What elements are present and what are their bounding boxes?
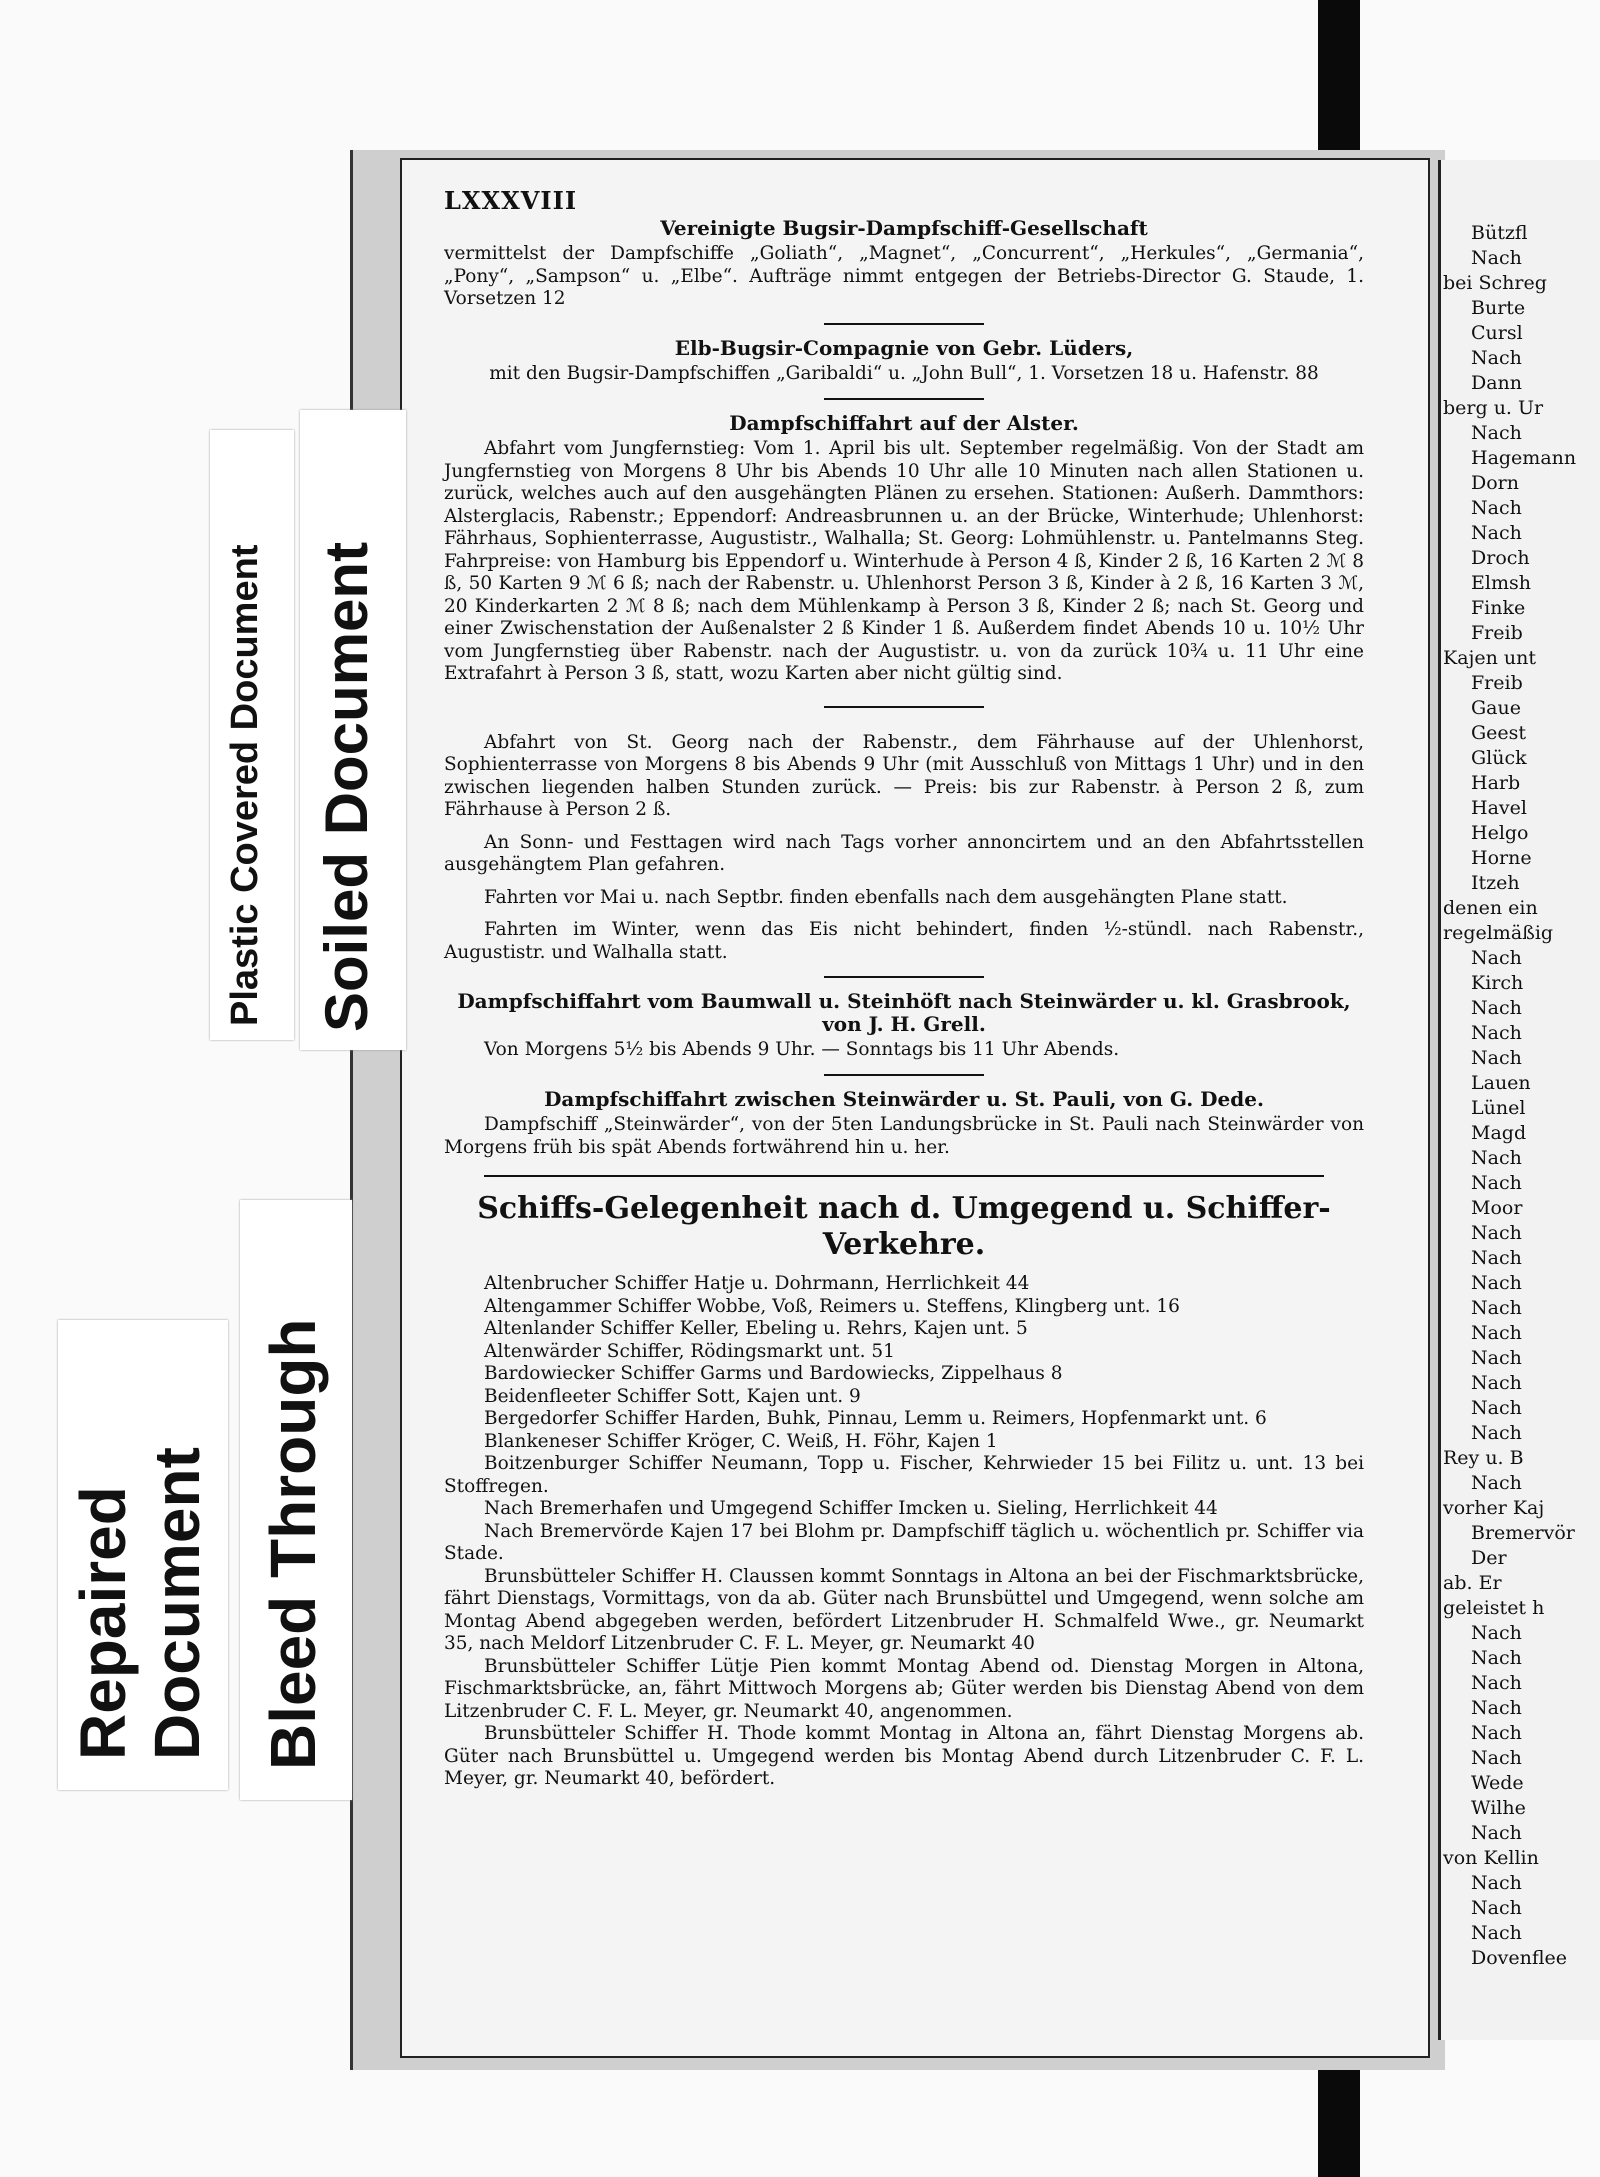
facing-page-line: Nach — [1471, 497, 1522, 519]
facing-page-line: Nach — [1471, 1747, 1522, 1769]
facing-page-line: Nach — [1471, 1272, 1522, 1294]
label-soiled-text: Soiled Document — [313, 541, 380, 1032]
facing-page-line: Nach — [1471, 1347, 1522, 1369]
facing-page-line: Nach — [1471, 1222, 1522, 1244]
facing-page-line: Nach — [1471, 247, 1522, 269]
list-item: Nach Bremerhafen und Umgegend Schiffer Imcken u. Sieling, Herrlichkeit 44 — [484, 1498, 1218, 1519]
facing-page-line: vorher Kaj — [1443, 1497, 1545, 1519]
list-item: Altenbrucher Schiffer Hatje u. Dohrmann, Herrlichkeit 44 — [484, 1273, 1030, 1294]
label-bleed-through — [240, 1200, 352, 1800]
paragraph-winter: Fahrten im Winter, wenn das Eis nicht behindert, finden ½-stündl. nach Rabenstr., Augustistr. und Walhalla statt. — [444, 919, 1364, 963]
facing-page-line: von Kellin — [1443, 1847, 1539, 1869]
label-soiled — [300, 410, 406, 1050]
section-title-bugsir: Vereinigte Bugsir-Dampfschiff-Gesellschaft — [660, 215, 1148, 240]
facing-page-line: Nach — [1471, 1647, 1522, 1669]
facing-page-line: Kajen unt — [1443, 647, 1537, 669]
facing-page-line: Finke — [1471, 597, 1526, 619]
facing-page-line: Nach — [1471, 1722, 1522, 1744]
facing-page-line: Nach — [1471, 1697, 1522, 1719]
facing-page-line: Nach — [1471, 1322, 1522, 1344]
list-item: Bardowiecker Schiffer Garms und Bardowiecks, Zippelhaus 8 — [484, 1363, 1063, 1384]
facing-page-line: Der — [1471, 1547, 1507, 1569]
facing-page-line: Havel — [1471, 797, 1527, 819]
paragraph-st-georg: Abfahrt von St. Georg nach der Rabenstr., dem Fährhause auf der Uhlenhorst, Sophienterrasse von Morgens 8 bis Abends 9 Uhr (mit Ausschluß von Mittags 1 Uhr) und in den zwischen liegenden halben Stunden zurück. — Preis: bis zur Rabenstr. à Person 2 ß, zum Fährhause à Person 2 ß. — [444, 731, 1364, 820]
facing-page-line: Nach — [1471, 347, 1522, 369]
facing-page-line: Hagemann — [1471, 447, 1577, 469]
facing-page — [1438, 160, 1600, 2040]
facing-page-line: Dorn — [1471, 472, 1519, 494]
facing-page-line: Dovenflee — [1471, 1947, 1568, 1969]
facing-page-line: Wilhe — [1471, 1797, 1526, 1819]
divider — [824, 398, 984, 400]
facing-page-line: Dann — [1471, 372, 1523, 394]
facing-page-line: Nach — [1471, 1822, 1522, 1844]
facing-page-line: Glück — [1471, 747, 1527, 769]
section-title-schiffs-gelegenheit: Schiffs-Gelegenheit nach d. Umgegend u. Schiffer-Verkehre. — [477, 1191, 1331, 1262]
facing-page-line: geleistet h — [1443, 1597, 1545, 1619]
list-item: Altengammer Schiffer Wobbe, Voß, Reimers u. Steffens, Klingberg unt. 16 — [484, 1295, 1180, 1317]
label-plastic-covered-text: Plastic Covered Document — [224, 544, 266, 1026]
section-text-alster: Abfahrt vom Jungfernstieg: Vom 1. April bis ult. September regelmäßig. Von der Stadt am Jungfernstieg von Morgens 8 Uhr bis Abends 10 Uhr alle 10 Minuten nach allen Stationen u. zurück, welches auch auf den ausgehängten Plänen zu ersehen. Stationen: Außerh. Dammthors: Alsterglacis, Rabenstr.; Eppendorf: Andreasbrunnen u. an der Brücke, Winterhude; Uhlenhorst: Fährhaus, Sophienterrasse, Augustistr., Walhalla; St. Georg: Lohmühlenstr. u. Pantelmanns Steg. Fahrpreise: von Hamburg bis Eppendorf u. Winterhude à Person 4 ß, Kinder 2 ß, 16 Karten 2 ℳ 8 ß, 50 Karten 9 ℳ 6 ß; nach der Rabenstr. u. Uhlenhorst Person 3 ß, Kinder à 2 ß, 16 Karten 3 ℳ, 20 Kinderkarten 2 ℳ 8 ß; nach dem Mühlenkamp à Person 3 ß, Kinder 2 ß; nach St. Georg und einer Zwischenstation der Außenalster 2 ß Kinder 1 ß. Außerdem findet Abends 10 u. 10½ Uhr vom Jungfernstieg über Rabenstr. nach der Augustistr. u. von da zurück 10¾ u. 11 Uhr eine Extrafahrt à Person 3 ß, statt, wozu Karten aber nicht gültig sind. — [444, 438, 1364, 684]
facing-page-line: Nach — [1471, 1422, 1522, 1444]
list-item: Blankeneser Schiffer Kröger, C. Weiß, H. Föhr, Kajen 1 — [484, 1430, 998, 1452]
facing-page-line: Nach — [1471, 522, 1522, 544]
book-page — [400, 158, 1430, 2058]
facing-page-line: Nach — [1471, 1372, 1522, 1394]
facing-page-line: Nach — [1471, 997, 1522, 1019]
list-item: Altenwärder Schiffer, Rödingsmarkt unt. 51 — [484, 1340, 895, 1362]
facing-page-line: Nach — [1471, 1047, 1522, 1069]
facing-page-line: Geest — [1471, 722, 1527, 744]
label-repaired-text-1: Repaired — [67, 1486, 139, 1760]
facing-page-line: Moor — [1471, 1197, 1523, 1219]
facing-page-line: denen ein — [1443, 897, 1538, 919]
facing-page-line: Horne — [1471, 847, 1532, 869]
section-subtitle-grell: von J. H. Grell. — [822, 1011, 986, 1036]
divider — [824, 976, 984, 978]
facing-page-line: Harb — [1471, 772, 1521, 794]
section-title-elb-bugsir: Elb-Bugsir-Compagnie von Gebr. Lüders, — [674, 335, 1134, 360]
section-title-baumwall: Dampfschiffahrt vom Baumwall u. Steinhöft nach Steinwärder u. kl. Grasbrook, — [457, 989, 1351, 1013]
page-folio: LXXXVIII — [444, 186, 578, 215]
facing-page-line: Rey u. B — [1443, 1447, 1524, 1469]
list-item: Brunsbütteler Schiffer Lütje Pien kommt Montag Abend od. Dienstag Morgen in Altona, Fischmarktsbrücke, an, fährt Mittwoch Morgens ab; Güter werden bis Dienstag Abend von dem Litzenbruder C. F. L. Meyer, gr. Neumarkt 40, angenommen. — [444, 1655, 1364, 1722]
facing-page-line: Burte — [1471, 297, 1526, 319]
facing-page-line: Nach — [1471, 1672, 1522, 1694]
facing-page-line: Lünel — [1471, 1097, 1526, 1119]
dark-strip-top — [1318, 0, 1360, 160]
facing-page-line: bei Schreg — [1443, 272, 1547, 294]
paragraph-festtage: An Sonn- und Festtagen wird nach Tags vorher annoncirtem und an den Abfahrtsstellen ausgehängtem Plan gefahren. — [444, 831, 1364, 875]
list-item: Brunsbütteler Schiffer H. Thode kommt Montag in Altona an, fährt Dienstag Morgens ab. Güter nach Brunsbüttel u. Umgegend werden bis Montag Abend durch Litzenbruder C. F. L. Meyer, gr. Neumarkt 40, befördert. — [444, 1723, 1364, 1789]
facing-page-line: Cursl — [1471, 322, 1523, 344]
facing-page-line: Lauen — [1471, 1072, 1531, 1094]
facing-page-line: Itzeh — [1471, 872, 1520, 894]
long-divider — [484, 1175, 1324, 1177]
page-content — [444, 186, 1364, 1791]
facing-page-line: Helgo — [1471, 822, 1529, 844]
facing-page-line: Droch — [1471, 547, 1530, 569]
section-title-alster: Dampfschiffahrt auf der Alster. — [729, 410, 1079, 435]
list-item: Nach Bremervörde Kajen 17 bei Blohm pr. Dampfschiff täglich u. wöchentlich pr. Schiffer via Stade. — [444, 1520, 1364, 1564]
facing-page-line: Nach — [1471, 1397, 1522, 1419]
section-text-steinwaerder: Dampfschiff „Steinwärder“, von der 5ten Landungsbrücke in St. Pauli nach Steinwärder von Morgens früh bis spät Abends fortwährend hin u. her. — [444, 1114, 1364, 1158]
facing-page-line: Magd — [1471, 1122, 1527, 1144]
facing-page-line: Elmsh — [1471, 572, 1531, 594]
facing-page-line: regelmäßig — [1443, 922, 1554, 944]
facing-page-line: Nach — [1471, 1297, 1522, 1319]
facing-page-line: Nach — [1471, 422, 1522, 444]
divider — [824, 323, 984, 325]
label-repaired-text-2: Document — [141, 1447, 213, 1760]
facing-page-line: Nach — [1471, 1897, 1522, 1919]
divider — [824, 1074, 984, 1076]
facing-page-line: Nach — [1471, 1172, 1522, 1194]
facing-page-line: Nach — [1471, 1922, 1522, 1944]
facing-page-line: Nach — [1471, 1022, 1522, 1044]
facing-page-line: berg u. Ur — [1443, 397, 1544, 419]
facing-page-line: ab. Er — [1443, 1572, 1502, 1594]
facing-page-line: Gaue — [1471, 697, 1521, 719]
facing-page-line: Kirch — [1471, 972, 1524, 994]
facing-page-line: Nach — [1471, 1147, 1522, 1169]
facing-page-line: Nach — [1471, 1872, 1522, 1894]
facing-page-line: Freib — [1471, 672, 1523, 694]
list-item: Beidenfleeter Schiffer Sott, Kajen unt. 9 — [484, 1385, 861, 1407]
facing-page-line: Nach — [1471, 1622, 1522, 1644]
label-plastic-covered — [210, 430, 294, 1040]
facing-page-line: Nach — [1471, 947, 1522, 969]
facing-page-line: Nach — [1471, 1247, 1522, 1269]
list-item: Altenlander Schiffer Keller, Ebeling u. Rehrs, Kajen unt. 5 — [484, 1318, 1028, 1339]
facing-page-line: Wede — [1471, 1772, 1524, 1794]
section-title-steinwaerder: Dampfschiffahrt zwischen Steinwärder u. St. Pauli, von G. Dede. — [544, 1086, 1264, 1111]
list-item: Boitzenburger Schiffer Neumann, Topp u. Fischer, Kehrwieder 15 bei Filitz u. unt. 13 bei Stoffregen. — [444, 1453, 1364, 1497]
section-text-elb-bugsir: mit den Bugsir-Dampfschiffen „Garibaldi“ u. „John Bull“, 1. Vorsetzen 18 u. Hafenstr. 88 — [489, 363, 1319, 384]
facing-page-line: Nach — [1471, 1472, 1522, 1494]
list-item: Bergedorfer Schiffer Harden, Buhk, Pinnau, Lemm u. Reimers, Hopfenmarkt unt. 6 — [484, 1408, 1267, 1429]
label-bleed-through-text: Bleed Through — [257, 1318, 329, 1770]
facing-page-line: Bremervör — [1471, 1522, 1575, 1544]
section-text-baumwall: Von Morgens 5½ bis Abends 9 Uhr. — Sonntags bis 11 Uhr Abends. — [484, 1039, 1120, 1060]
schiffer-list — [444, 1273, 1364, 1791]
paragraph-mai-septbr: Fahrten vor Mai u. nach Septbr. finden ebenfalls nach dem ausgehängten Plane statt. — [484, 886, 1288, 908]
facing-page-line: Freib — [1471, 622, 1523, 644]
label-repaired — [58, 1320, 228, 1790]
list-item: Brunsbütteler Schiffer H. Claussen kommt Sonntags in Altona an bei der Fischmarktsbrücke, fährt Dienstags, Vormittags, von da ab. Güter nach Brunsbüttel und Umgegend, wenn solche am Montag Abend abgegeben werden, befördert Litzenbruder H. Schmalfeld Wwe., gr. Neumarkt 35, nach Meldorf Litzenbruder C. F. L. Meyer, gr. Neumarkt 40 — [444, 1565, 1364, 1654]
section-text-bugsir: vermittelst der Dampfschiffe „Goliath“, „Magnet“, „Concurrent“, „Herkules“, „Germania“, „Pony“, „Sampson“ u. „Elbe“. Aufträge nimmt entgegen der Betriebs-Director G. Staude, 1. Vorsetzen 12 — [444, 243, 1364, 309]
facing-page-line: Bützfl — [1471, 222, 1528, 244]
divider — [824, 706, 984, 708]
